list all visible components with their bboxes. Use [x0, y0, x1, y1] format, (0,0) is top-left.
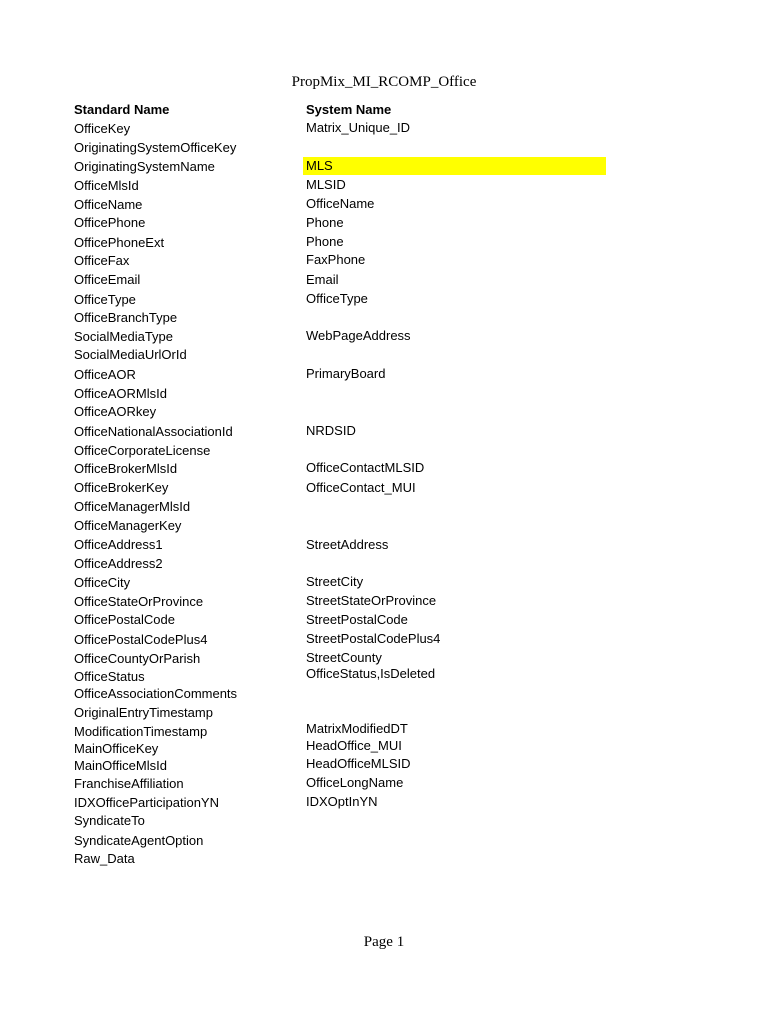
standard-name-cell: OfficeName: [74, 197, 143, 212]
system-name-cell: Matrix_Unique_ID: [306, 120, 411, 135]
standard-name-header: Standard Name: [74, 102, 170, 117]
standard-name-cell: OfficeKey: [74, 121, 131, 136]
standard-name-cell: OfficeFax: [74, 253, 130, 268]
standard-name-cell: OfficeAssociationComments: [74, 686, 238, 701]
page-title: PropMix_MI_RCOMP_Office: [291, 74, 477, 90]
standard-name-cell: OfficeAddress1: [74, 537, 163, 552]
standard-name-cell: OfficeBranchType: [74, 310, 178, 325]
system-name-cell: StreetAddress: [306, 537, 389, 552]
system-name-cell: OfficeStatus,IsDeleted: [306, 666, 436, 681]
standard-name-cell: SyndicateAgentOption: [74, 833, 204, 848]
system-name-cell: MLSID: [306, 177, 346, 192]
mls-highlight: [303, 157, 606, 175]
standard-name-cell: OfficeManagerKey: [74, 518, 182, 533]
system-name-cell: Email: [306, 272, 339, 287]
standard-name-cell: FranchiseAffiliation: [74, 776, 184, 791]
system-name-cell: StreetStateOrProvince: [306, 593, 437, 608]
system-name-cell: FaxPhone: [306, 252, 366, 267]
standard-name-cell: OfficeEmail: [74, 272, 141, 287]
standard-name-cell: OfficeAORMlsId: [74, 386, 167, 401]
standard-name-cell: OriginatingSystemName: [74, 159, 215, 174]
system-name-cell: Phone: [306, 234, 344, 249]
standard-name-cell: OfficeType: [74, 292, 136, 307]
system-name-cell: IDXOptInYN: [306, 794, 378, 809]
standard-name-cell: IDXOfficeParticipationYN: [74, 795, 219, 810]
system-name-cell: OfficeContactMLSID: [306, 460, 425, 475]
system-name-cell: StreetCity: [306, 574, 364, 589]
system-name-header: System Name: [306, 102, 392, 117]
standard-name-cell: OfficeBrokerMlsId: [74, 461, 178, 476]
standard-name-cell: OfficeBrokerKey: [74, 480, 169, 495]
standard-name-cell: OfficeMlsId: [74, 178, 139, 193]
standard-name-cell: OfficeNationalAssociationId: [74, 424, 233, 439]
standard-name-cell: OfficeCorporateLicense: [74, 443, 211, 458]
standard-name-cell: OriginalEntryTimestamp: [74, 705, 213, 720]
system-name-cell: PrimaryBoard: [306, 366, 386, 381]
standard-name-cell: SyndicateTo: [74, 813, 145, 828]
standard-name-cell: Raw_Data: [74, 851, 135, 866]
standard-name-cell: OfficeAORkey: [74, 404, 157, 419]
system-name-cell: WebPageAddress: [306, 328, 411, 343]
system-name-cell: StreetCounty: [306, 650, 382, 665]
system-name-cell: OfficeType: [306, 291, 368, 306]
system-name-cell: StreetPostalCodePlus4: [306, 631, 441, 646]
standard-name-cell: SocialMediaType: [74, 329, 173, 344]
standard-name-cell: ModificationTimestamp: [74, 724, 208, 739]
system-name-cell: Phone: [306, 215, 344, 230]
standard-name-cell: OriginatingSystemOfficeKey: [74, 140, 237, 155]
system-name-cell: OfficeLongName: [306, 775, 404, 790]
standard-name-cell: OfficeStatus: [74, 669, 145, 684]
standard-name-cell: MainOfficeKey: [74, 741, 159, 756]
system-name-cell: OfficeName: [306, 196, 375, 211]
standard-name-cell: OfficePhone: [74, 215, 146, 230]
standard-name-cell: OfficeAddress2: [74, 556, 163, 571]
system-name-cell: MatrixModifiedDT: [306, 721, 408, 736]
system-name-cell: HeadOfficeMLSID: [306, 756, 411, 771]
standard-name-cell: OfficeStateOrProvince: [74, 594, 204, 609]
standard-name-cell: SocialMediaUrlOrId: [74, 347, 187, 362]
system-name-cell: HeadOffice_MUI: [306, 738, 402, 753]
system-name-cell: StreetPostalCode: [306, 612, 408, 627]
standard-name-cell: OfficeManagerMlsId: [74, 499, 191, 514]
system-name-cell: NRDSID: [306, 423, 356, 438]
standard-name-cell: OfficeAOR: [74, 367, 136, 382]
standard-name-cell: OfficePhoneExt: [74, 235, 165, 250]
system-name-cell: MLS: [306, 158, 333, 173]
standard-name-cell: OfficePostalCode: [74, 612, 175, 627]
standard-name-cell: MainOfficeMlsId: [74, 758, 167, 773]
system-name-cell: OfficeContact_MUI: [306, 480, 416, 495]
page-number: Page 1: [363, 934, 405, 950]
standard-name-cell: OfficePostalCodePlus4: [74, 632, 208, 647]
standard-name-cell: OfficeCountyOrParish: [74, 651, 201, 666]
standard-name-cell: OfficeCity: [74, 575, 131, 590]
